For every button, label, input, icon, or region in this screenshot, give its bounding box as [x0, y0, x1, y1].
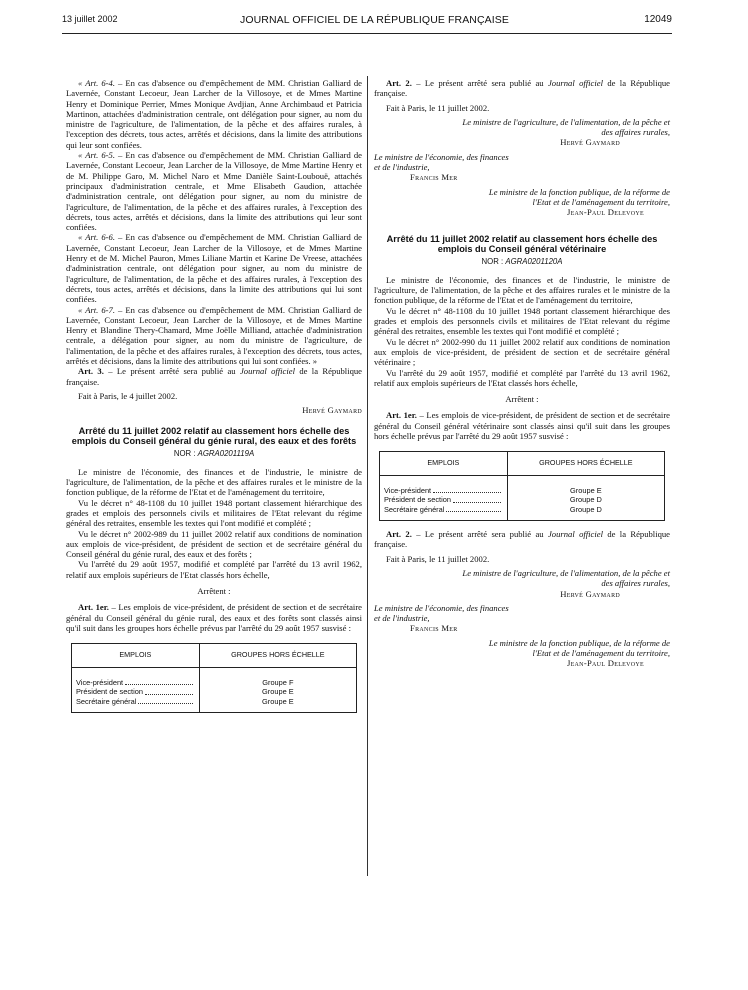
signer-name: Hervé Gaymard — [302, 405, 362, 416]
article-2: Art. 2. – Le présent arrêté sera publié au Journal officiel de la République française. — [374, 529, 670, 550]
signer-name: Hervé Gaymard — [560, 588, 620, 599]
visa-decret-2002: Vu le décret n° 2002-989 du 11 juillet 2002 relatif aux conditions de nomination aux emplois de vice-président, de président de section et de secrétaire général du Conseil général du génie rural, des eaux et des forêts ; — [66, 528, 362, 560]
signature-minister-economie: Le ministre de l'économie, des finances et de l'industrie, — [374, 151, 509, 173]
header-rule — [62, 33, 672, 34]
page-header — [62, 14, 672, 28]
table-row: Secrétaire général Groupe D — [380, 505, 665, 521]
table-row: Président de section Groupe E — [72, 687, 357, 697]
fait-a-paris: Fait à Paris, le 11 juillet 2002. — [386, 553, 490, 564]
signature-minister-fonction-publique: Le ministre de la fonction publique, de la réforme de l'Etat et de l'aménagement du territoire, — [488, 637, 670, 659]
article-2: Art. 2. – Le présent arrêté sera publié au Journal officiel de la République française. — [374, 78, 670, 99]
nor-reference: NOR : AGRA0201120A — [481, 256, 563, 266]
article-6-5: « Art. 6-5. – En cas d'absence ou d'empêchement de MM. Christian Galliard de Lavernée, Constant Lecoeur, Jean Larcher de la Villosoye, de Mme Martine Henry et de M. Philippe Garo, M. Michel Naro et Mme Danièle Saint-Loubouë, attachés principaux d'administration centrale, et Mme Elisabeth Gaudion, attachée d'administration centrale, ont délégation pour signer, au nom du ministre de l'agriculture, de l'alimentation, de la pêche et des affaires rurales, à l'exception des décrets, tous actes, arrêtés et décisions, dans la limite des attributions qui leur sont confiées. — [66, 150, 362, 233]
table-row: Vice-président Groupe F — [72, 667, 357, 687]
classification-table — [71, 643, 357, 713]
article-6-7: « Art. 6-7. – En cas d'absence ou d'empêchement de MM. Christian Galliard de Lavernée, Constant Lecoeur, Jean Larcher de la Villosoye, et de Mmes Martine Henry et Blandine Thery-Chamard, Mme Joëlle Milliand, attachée d'administration centrale, a délégation pour signer, au nom du ministre de l'agriculture, de l'alimentation, de la pêche et des affaires rurales, à l'exception des décrets, tous actes, arrêtés et décisions, dans la limite des attributions qui lui sont confiées. » — [66, 304, 362, 367]
classification-table — [379, 451, 665, 521]
signature-minister-economie: Le ministre de l'économie, des finances et de l'industrie, — [374, 602, 509, 624]
visa-decret-2002: Vu le décret n° 2002-990 du 11 juillet 2002 relatif aux conditions de nomination aux emplois de vice-président, de président de section et de secrétaire général vétérinaire ; — [374, 336, 670, 368]
fait-a-paris: Fait à Paris, le 11 juillet 2002. — [386, 102, 490, 113]
signer-name: Jean-Paul Delevoye — [566, 207, 644, 218]
header-date: 13 juillet 2002 — [62, 14, 118, 24]
arretent: Arrêtent : — [505, 394, 539, 405]
signer-name: Francis Mer — [410, 172, 458, 183]
signer-name: Hervé Gaymard — [560, 137, 620, 148]
article-6-4: « Art. 6-4. – En cas d'absence ou d'empêchement de MM. Christian Galliard de Lavernée, Constant Lecoeur, Jean Larcher de la Villosoye, et de Mmes Martine Henry et Dominique Perrier, Mmes Monique Avdjian, Anne Archimbaud et Patricia Martinon, attachées d'administration centrale, ont délégation pour signer, au nom du ministre de l'agriculture, de l'alimentation, de la pêche et des affaires rurales, à l'exception des décrets, tous actes, arrêtés et décisions, dans la limite des attributions qui leur sont confiées. — [66, 78, 362, 150]
table-row: Président de section Groupe D — [380, 495, 665, 505]
header-page-number: 12049 — [644, 14, 672, 25]
decree-title: Arrêté du 11 juillet 2002 relatif au classement hors échelle des emplois du Conseil général du génie rural, des eaux et des forêts — [71, 425, 357, 446]
arretent: Arrêtent : — [197, 586, 231, 597]
visa-arrete-1957: Vu l'arrêté du 29 août 1957, modifié et complété par l'arrêté du 13 avril 1962, relatif aux emplois supérieurs de l'Etat classés hors échelle, — [374, 367, 670, 388]
article-1: Art. 1er. – Les emplois de vice-président, de président de section et de secrétaire général du Conseil général vétérinaire sont classés ainsi qu'il suit dans les groupes hors échelle prévus par l'arrêté du 29 août 1957 susvisé : — [374, 410, 670, 442]
signature-minister-agriculture: Le ministre de l'agriculture, de l'alimentation, de la pêche et des affaires rurales, — [462, 568, 670, 589]
article-3: Art. 3. – Le présent arrêté sera publié au Journal officiel de la République française. — [66, 366, 362, 387]
visa-decret-1948: Vu le décret n° 48-1108 du 10 juillet 1948 portant classement hiérarchique des grades et emplois des personnels civils et militaires de l'Etat relevant du régime général des retraites, ensemble les textes qui l'ont modifié et complété ; — [374, 305, 670, 337]
left-column — [66, 78, 362, 721]
preamble-ministers: Le ministre de l'économie, des finances et de l'industrie, le ministre de l'agriculture, de l'alimentation, de la pêche et des affaires rurales et le ministre de la fonction publique, de la réforme de l'Etat et de l'aménagement du territoire, — [374, 274, 670, 306]
table-header-groupes: GROUPES HORS ÉCHELLE — [199, 644, 356, 667]
table-header-emplois: EMPLOIS — [72, 644, 200, 667]
fait-a-paris: Fait à Paris, le 4 juillet 2002. — [78, 390, 178, 401]
visa-decret-1948: Vu le décret n° 48-1108 du 10 juillet 1948 portant classement hiérarchique des grades et emplois des personnels civils et militaires de l'Etat relevant du régime général des retraites, ensemble les textes qui l'ont modifié et complété ; — [66, 497, 362, 529]
table-row: Vice-président Groupe E — [380, 475, 665, 495]
nor-reference: NOR : AGRA0201119A — [173, 448, 255, 458]
right-column — [374, 78, 670, 669]
article-6-6: « Art. 6-6. – En cas d'absence ou d'empêchement de MM. Christian Galliard de Lavernée, Constant Lecoeur, Jean Larcher de la Villosoye, et de Mmes Martine Henry et de M. Michel Pauron, Mmes Liliane Martin et Karine De Vreese, attachées d'administration centrale, ont délégation pour signer, au nom du ministre de l'agriculture, de l'alimentation, de la pêche et des affaires rurales, à l'exception des décrets, tous actes, arrêtés et décisions, dans la limite des attributions qui lui sont confiées. — [66, 232, 362, 305]
signer-name: Francis Mer — [410, 623, 458, 634]
preamble-ministers: Le ministre de l'économie, des finances et de l'industrie, le ministre de l'agriculture, de l'alimentation, de la pêche et des affaires rurales et le ministre de la fonction publique, de la réforme de l'Etat et de l'aménagement du territoire, — [66, 466, 362, 498]
signature-minister-fonction-publique: Le ministre de la fonction publique, de la réforme de l'Etat et de l'aménagement du territoire, — [488, 186, 670, 207]
table-header-groupes: GROUPES HORS ÉCHELLE — [507, 452, 664, 475]
table-row: Secrétaire général Groupe E — [72, 697, 357, 713]
signer-name: Jean-Paul Delevoye — [566, 658, 644, 669]
signature-minister-agriculture: Le ministre de l'agriculture, de l'alimentation, de la pêche et des affaires rurales, — [462, 116, 670, 138]
visa-arrete-1957: Vu l'arrêté du 29 août 1957, modifié et complété par l'arrêté du 13 avril 1962, relatif aux emplois supérieurs de l'Etat classés hors échelle, — [66, 559, 362, 580]
article-1: Art. 1er. – Les emplois de vice-président, de président de section et de secrétaire général du Conseil général du génie rural, des eaux et des forêts sont classés ainsi qu'il suit dans les groupes hors échelle prévus par l'arrêté du 29 août 1957 susvisé : — [66, 602, 362, 633]
header-journal-title: JOURNAL OFFICIEL DE LA RÉPUBLIQUE FRANÇAISE — [240, 14, 509, 26]
column-divider — [367, 76, 368, 876]
table-header-emplois: EMPLOIS — [380, 452, 508, 475]
decree-title: Arrêté du 11 juillet 2002 relatif au classement hors échelle des emplois du Conseil général vétérinaire — [386, 233, 658, 255]
